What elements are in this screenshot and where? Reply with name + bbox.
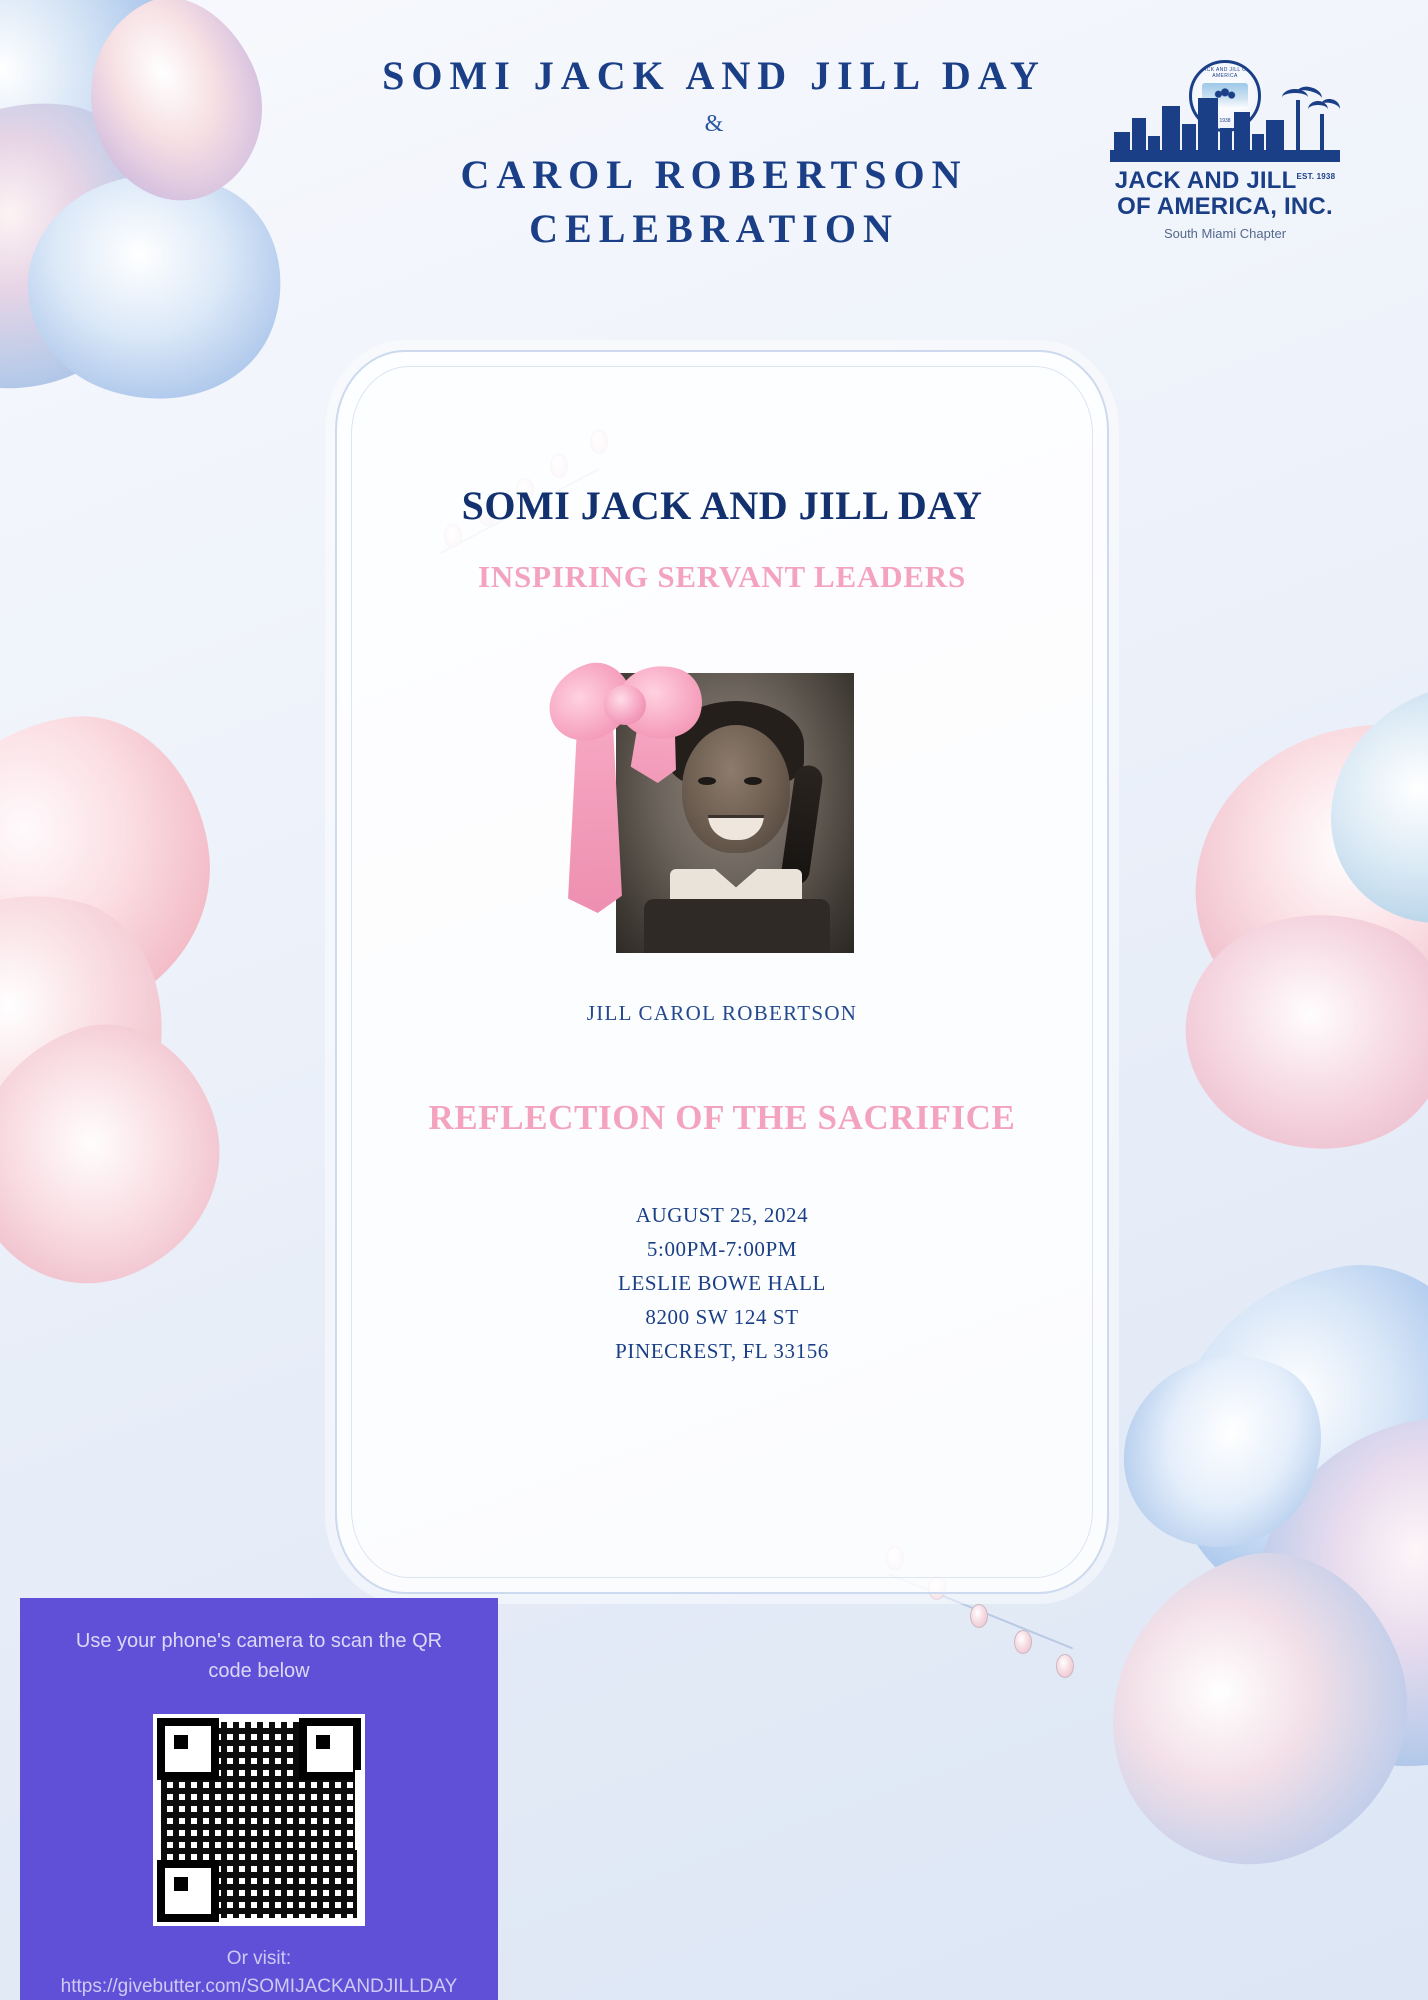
event-date: AUGUST 25, 2024 (635, 1203, 809, 1227)
event-address: 8200 SW 124 ST (645, 1305, 799, 1330)
photo-caption: JILL CAROL ROBERTSON (586, 1001, 858, 1025)
floral-decoration-left (0, 700, 330, 1320)
logo-name-line-2: OF AMERICA, INC. (1117, 192, 1333, 220)
qr-instruction-text: Use your phone's camera to scan the QR code below (75, 1630, 443, 1682)
reflection-heading: REFLECTION OF THE SACRIFICE (428, 1098, 1016, 1137)
event-city-state-zip: PINECREST, FL 33156 (615, 1339, 829, 1364)
jack-and-jill-logo (1100, 60, 1350, 241)
card-title: SOMI JACK AND JILL DAY (461, 483, 983, 528)
header-line-1: SOMI JACK AND JILL DAY (382, 53, 1046, 98)
crest-year-text: 1938 (1219, 118, 1231, 124)
card-subtitle: INSPIRING SERVANT LEADERS (477, 559, 967, 594)
logo-est-mark: EST. 1938 (1296, 172, 1336, 181)
pink-ribbon-bow-icon (542, 647, 722, 767)
qr-or-visit-label: Or visit: (226, 1948, 292, 1969)
event-details (337, 1198, 1107, 1368)
logo-name-line-1: JACK AND JILLEST. 1938 (1114, 167, 1336, 194)
qr-code-image[interactable] (153, 1714, 365, 1926)
crest-top-text: JACK AND JILL OF AMERICA (1200, 67, 1250, 79)
event-venue: LESLIE BOWE HALL (618, 1271, 826, 1296)
header-line-2a: CAROL ROBERTSON (460, 152, 968, 197)
header-line-2b: CELEBRATION (529, 206, 899, 251)
content-card (335, 350, 1109, 1594)
qr-panel (20, 1598, 498, 2000)
header-ampersand: & (704, 111, 724, 137)
logo-chapter-name: South Miami Chapter (1163, 225, 1287, 241)
event-time: 5:00PM-7:00PM (646, 1237, 798, 1262)
skyline-icon (1110, 84, 1340, 162)
honoree-photo-block (522, 647, 922, 987)
qr-url-link[interactable]: https://givebutter.com/SOMIJACKANDJILLDAY (60, 1976, 458, 1997)
